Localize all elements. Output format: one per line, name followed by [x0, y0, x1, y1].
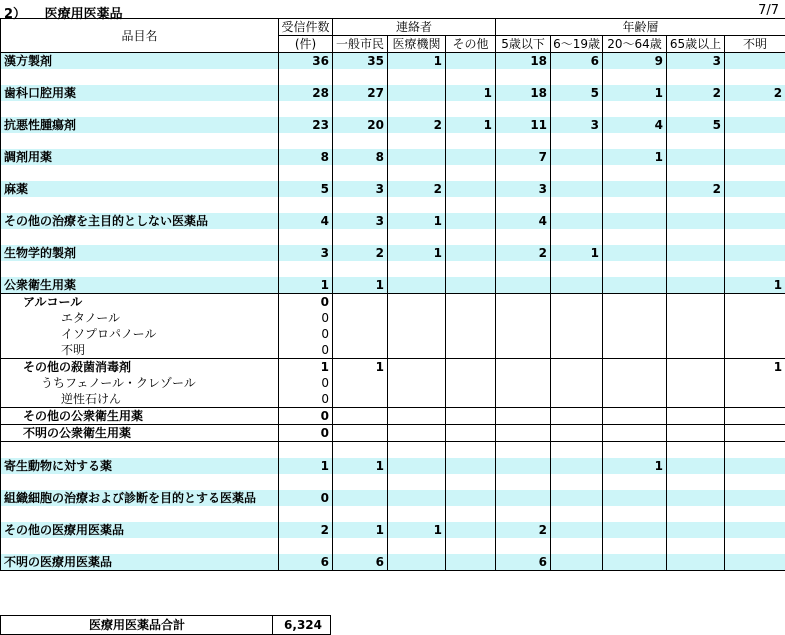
row-value [603, 408, 667, 425]
row-value [446, 375, 496, 391]
row-value [667, 408, 725, 425]
row-value [667, 342, 725, 359]
row-value [551, 342, 603, 359]
table-row [1, 342, 785, 359]
row-value [667, 149, 725, 165]
row-value: 0 [279, 310, 333, 326]
row-value [388, 554, 446, 571]
row-value [725, 425, 785, 442]
header-age-20-64: 20～64歳 [603, 36, 667, 53]
row-value [725, 490, 785, 506]
table-row [1, 391, 785, 408]
section-number: 2） [4, 7, 26, 22]
row-value: 1 [603, 85, 667, 101]
row-value [333, 326, 388, 342]
spacer-row [1, 442, 785, 459]
row-name: 抗悪性腫瘍剤 [1, 117, 279, 133]
page-number: 7/7 [758, 3, 779, 18]
row-value [446, 277, 496, 294]
row-value [333, 425, 388, 442]
row-value: 2 [496, 522, 551, 538]
row-value [603, 359, 667, 376]
row-value [603, 425, 667, 442]
row-value: 1 [388, 245, 446, 261]
row-value [551, 310, 603, 326]
row-value: 11 [496, 117, 551, 133]
row-value [725, 408, 785, 425]
header-age-group: 年齢層 [496, 19, 785, 36]
spacer-row [1, 506, 785, 522]
row-value [725, 554, 785, 571]
table-row [1, 53, 785, 70]
row-value: 27 [333, 85, 388, 101]
row-value [603, 375, 667, 391]
row-value: 1 [725, 359, 785, 376]
row-value [603, 342, 667, 359]
row-name: その他の公衆衛生用薬 [1, 408, 279, 425]
row-value: 1 [388, 213, 446, 229]
row-value [446, 181, 496, 197]
row-value [603, 310, 667, 326]
spacer-row [1, 165, 785, 181]
row-value [725, 117, 785, 133]
row-value: 0 [279, 326, 333, 342]
spacer-row [1, 133, 785, 149]
row-value [667, 425, 725, 442]
row-name: 寄生動物に対する薬 [1, 458, 279, 474]
row-value: 3 [667, 53, 725, 70]
row-value: 2 [388, 181, 446, 197]
row-value [551, 490, 603, 506]
row-value: 0 [279, 342, 333, 359]
row-name: 歯科口腔用薬 [1, 85, 279, 101]
row-value [388, 458, 446, 474]
row-value [551, 391, 603, 408]
row-value [551, 458, 603, 474]
row-value [388, 85, 446, 101]
row-value: 35 [333, 53, 388, 70]
row-value: 1 [333, 458, 388, 474]
row-value [725, 149, 785, 165]
row-value [388, 294, 446, 311]
row-value: 8 [333, 149, 388, 165]
row-value: 1 [446, 117, 496, 133]
row-value [725, 522, 785, 538]
row-value [446, 149, 496, 165]
table-body [1, 53, 785, 571]
row-value [496, 391, 551, 408]
row-value [388, 149, 446, 165]
row-value [388, 408, 446, 425]
section-title-text: 医療用医薬品 [45, 7, 123, 22]
row-value [603, 181, 667, 197]
row-name: 漢方製剤 [1, 53, 279, 70]
row-value [551, 375, 603, 391]
row-value: 3 [279, 245, 333, 261]
table-row [1, 522, 785, 538]
row-value [496, 425, 551, 442]
row-value: 2 [333, 245, 388, 261]
row-value [446, 391, 496, 408]
row-value [496, 490, 551, 506]
row-value: 3 [333, 213, 388, 229]
row-value [333, 294, 388, 311]
row-value: 3 [496, 181, 551, 197]
row-value [496, 277, 551, 294]
row-value [667, 213, 725, 229]
row-value [551, 554, 603, 571]
row-value [551, 277, 603, 294]
row-value: 5 [279, 181, 333, 197]
table-row [1, 149, 785, 165]
row-value [496, 458, 551, 474]
row-value [725, 391, 785, 408]
row-value [603, 326, 667, 342]
row-value: 36 [279, 53, 333, 70]
row-value: 2 [388, 117, 446, 133]
row-value [667, 277, 725, 294]
row-value: 23 [279, 117, 333, 133]
row-value [667, 458, 725, 474]
row-value [603, 245, 667, 261]
row-name: 不明の公衆衛生用薬 [1, 425, 279, 442]
row-value [551, 408, 603, 425]
row-name: 不明の医療用医薬品 [1, 554, 279, 571]
table-row [1, 213, 785, 229]
row-value [667, 554, 725, 571]
row-value [725, 53, 785, 70]
row-value [725, 310, 785, 326]
row-value [446, 408, 496, 425]
row-value [496, 408, 551, 425]
table-row [1, 359, 785, 376]
row-value: 0 [279, 408, 333, 425]
table-row [1, 181, 785, 197]
row-value: 2 [279, 522, 333, 538]
row-value [725, 342, 785, 359]
row-value: 1 [279, 458, 333, 474]
row-value: 18 [496, 53, 551, 70]
row-name: 調剤用薬 [1, 149, 279, 165]
row-value: 3 [333, 181, 388, 197]
table-row [1, 310, 785, 326]
row-value: 0 [279, 490, 333, 506]
header-contact-group: 連絡者 [333, 19, 496, 36]
row-value [388, 310, 446, 326]
header-received-unit: (件) [279, 36, 333, 53]
row-value [446, 213, 496, 229]
row-name: アルコール [1, 294, 279, 311]
row-value: 2 [496, 245, 551, 261]
row-value [725, 375, 785, 391]
spacer-row [1, 538, 785, 554]
row-value: 20 [333, 117, 388, 133]
header-age-unknown: 不明 [725, 36, 785, 53]
row-value [725, 326, 785, 342]
row-value [446, 342, 496, 359]
row-value [667, 522, 725, 538]
row-name: 逆性石けん [1, 391, 279, 408]
row-value [603, 554, 667, 571]
row-value: 4 [279, 213, 333, 229]
row-value [446, 245, 496, 261]
row-name: その他の殺菌消毒剤 [1, 359, 279, 376]
row-value [496, 326, 551, 342]
row-value: 28 [279, 85, 333, 101]
table-row [1, 425, 785, 442]
row-value: 7 [496, 149, 551, 165]
table-row [1, 490, 785, 506]
row-value [603, 294, 667, 311]
spacer-row [1, 69, 785, 85]
table-row [1, 326, 785, 342]
table-row [1, 554, 785, 571]
header-contact-public: 一般市民 [333, 36, 388, 53]
row-value [333, 408, 388, 425]
row-value [446, 522, 496, 538]
row-value [333, 391, 388, 408]
row-value: 2 [667, 181, 725, 197]
row-value [603, 490, 667, 506]
row-value: 1 [279, 359, 333, 376]
row-value [551, 294, 603, 311]
table-row [1, 277, 785, 294]
header-item-name: 品目名 [1, 19, 279, 53]
header-contact-medical: 医療機関 [388, 36, 446, 53]
table-row [1, 294, 785, 311]
row-value: 1 [333, 522, 388, 538]
row-value [725, 294, 785, 311]
row-value [551, 181, 603, 197]
row-value: 6 [333, 554, 388, 571]
row-value [388, 342, 446, 359]
spacer-row [1, 474, 785, 490]
row-name: 不明 [1, 342, 279, 359]
row-name: エタノール [1, 310, 279, 326]
row-name: イソプロパノール [1, 326, 279, 342]
row-value: 4 [496, 213, 551, 229]
row-value [496, 359, 551, 376]
row-value [551, 326, 603, 342]
row-value [333, 310, 388, 326]
row-value: 3 [551, 117, 603, 133]
row-value: 2 [725, 85, 785, 101]
row-value [667, 490, 725, 506]
row-value [333, 375, 388, 391]
row-value [388, 391, 446, 408]
row-value [667, 391, 725, 408]
row-name: その他の治療を主目的としない医薬品 [1, 213, 279, 229]
row-value [446, 310, 496, 326]
row-value: 2 [667, 85, 725, 101]
header-age-6-19: 6～19歳 [551, 36, 603, 53]
row-value: 4 [603, 117, 667, 133]
row-value [496, 375, 551, 391]
row-value [551, 522, 603, 538]
row-value: 0 [279, 375, 333, 391]
row-value: 6 [496, 554, 551, 571]
row-value [388, 490, 446, 506]
row-value [446, 53, 496, 70]
row-value [667, 310, 725, 326]
row-value [333, 342, 388, 359]
row-value: 6 [279, 554, 333, 571]
row-value [551, 425, 603, 442]
table-row [1, 375, 785, 391]
row-value: 1 [603, 149, 667, 165]
row-value: 5 [551, 85, 603, 101]
row-value [446, 490, 496, 506]
row-name: 生物学的製剤 [1, 245, 279, 261]
row-name: 麻薬 [1, 181, 279, 197]
row-name: その他の医療用医薬品 [1, 522, 279, 538]
row-value: 8 [279, 149, 333, 165]
header-contact-other: その他 [446, 36, 496, 53]
header-received: 受信件数 [279, 19, 333, 36]
row-value [551, 213, 603, 229]
row-value: 1 [725, 277, 785, 294]
row-value: 1 [388, 53, 446, 70]
row-name: うちフェノール・クレゾール [1, 375, 279, 391]
row-value [333, 490, 388, 506]
row-value: 0 [279, 425, 333, 442]
row-value [667, 375, 725, 391]
row-value [725, 458, 785, 474]
row-value [667, 245, 725, 261]
table-row [1, 245, 785, 261]
row-value [603, 277, 667, 294]
row-value: 1 [388, 522, 446, 538]
row-value: 1 [551, 245, 603, 261]
row-value: 1 [279, 277, 333, 294]
row-value [496, 342, 551, 359]
row-value [603, 522, 667, 538]
spacer-row [1, 261, 785, 277]
row-value [388, 326, 446, 342]
row-value [551, 149, 603, 165]
row-value [388, 359, 446, 376]
row-value: 5 [667, 117, 725, 133]
row-value [388, 425, 446, 442]
table-row [1, 117, 785, 133]
total-label: 医療用医薬品合計 [1, 616, 273, 635]
row-value [446, 425, 496, 442]
row-value [603, 391, 667, 408]
row-value: 9 [603, 53, 667, 70]
spacer-row [1, 101, 785, 117]
row-name: 組織細胞の治療および診断を目的とする医薬品 [1, 490, 279, 506]
row-value [725, 245, 785, 261]
row-name: 公衆衛生用薬 [1, 277, 279, 294]
total-table [0, 615, 331, 635]
row-value [388, 375, 446, 391]
total-value: 6,324 [273, 616, 331, 635]
table-row [1, 458, 785, 474]
row-value [388, 277, 446, 294]
table-row [1, 408, 785, 425]
spacer-row [1, 229, 785, 245]
row-value [551, 359, 603, 376]
row-value [446, 326, 496, 342]
row-value [667, 326, 725, 342]
row-value [725, 181, 785, 197]
drug-inquiry-table [0, 18, 785, 571]
row-value [667, 359, 725, 376]
row-value: 0 [279, 391, 333, 408]
table-row [1, 85, 785, 101]
header-age-under5: 5歳以下 [496, 36, 551, 53]
row-value [446, 294, 496, 311]
row-value: 18 [496, 85, 551, 101]
row-value: 0 [279, 294, 333, 311]
spacer-row [1, 197, 785, 213]
row-value [667, 294, 725, 311]
row-value [603, 213, 667, 229]
row-value: 1 [446, 85, 496, 101]
row-value [446, 554, 496, 571]
row-value: 6 [551, 53, 603, 70]
row-value: 1 [603, 458, 667, 474]
header-age-65plus: 65歳以上 [667, 36, 725, 53]
row-value: 1 [333, 277, 388, 294]
row-value [725, 213, 785, 229]
row-value [446, 458, 496, 474]
row-value [496, 310, 551, 326]
row-value [446, 359, 496, 376]
row-value [496, 294, 551, 311]
row-value: 1 [333, 359, 388, 376]
